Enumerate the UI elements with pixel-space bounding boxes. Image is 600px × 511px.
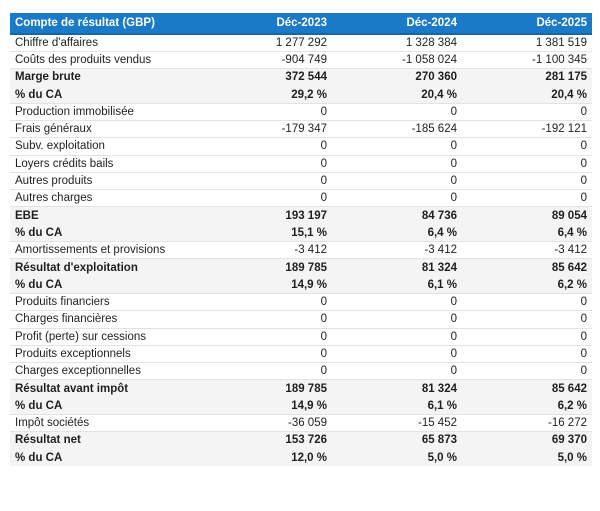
row-value-dec-2025: 0: [462, 345, 592, 362]
row-label: Frais généraux: [10, 120, 202, 137]
row-value-dec-2023: 189 785: [202, 259, 332, 276]
row-value-dec-2024: 0: [332, 293, 462, 310]
row-label: EBE: [10, 207, 202, 224]
row-value-dec-2025: 69 370: [462, 432, 592, 449]
row-value-dec-2024: 0: [332, 138, 462, 155]
row-label: % du CA: [10, 86, 202, 103]
table-row: [10, 103, 592, 120]
table-title-header: Compte de résultat (GBP): [10, 13, 202, 34]
row-value-dec-2024: 6,4 %: [332, 224, 462, 241]
row-value-dec-2023: 0: [202, 172, 332, 189]
table-row: [10, 207, 592, 224]
row-value-dec-2023: -3 412: [202, 242, 332, 259]
row-value-dec-2023: -904 749: [202, 51, 332, 68]
row-value-dec-2023: 0: [202, 190, 332, 207]
row-label: Subv. exploitation: [10, 138, 202, 155]
table-row: [10, 51, 592, 68]
row-value-dec-2023: 0: [202, 103, 332, 120]
table-header-row: [10, 13, 592, 34]
row-label: % du CA: [10, 449, 202, 466]
row-value-dec-2024: 5,0 %: [332, 449, 462, 466]
row-value-dec-2024: 0: [332, 190, 462, 207]
row-label: Profit (perte) sur cessions: [10, 328, 202, 345]
row-label: Autres charges: [10, 190, 202, 207]
row-value-dec-2025: 0: [462, 363, 592, 380]
row-value-dec-2024: 20,4 %: [332, 86, 462, 103]
row-value-dec-2024: -3 412: [332, 242, 462, 259]
table-row: [10, 138, 592, 155]
table-row: [10, 449, 592, 466]
table-row: [10, 328, 592, 345]
row-value-dec-2023: 14,9 %: [202, 397, 332, 414]
row-value-dec-2025: 5,0 %: [462, 449, 592, 466]
table-row: [10, 432, 592, 449]
row-value-dec-2025: 20,4 %: [462, 86, 592, 103]
row-value-dec-2023: 29,2 %: [202, 86, 332, 103]
row-value-dec-2024: 0: [332, 103, 462, 120]
row-value-dec-2023: 193 197: [202, 207, 332, 224]
row-value-dec-2024: 6,1 %: [332, 276, 462, 293]
row-value-dec-2023: -179 347: [202, 120, 332, 137]
row-value-dec-2025: -3 412: [462, 242, 592, 259]
row-value-dec-2023: -36 059: [202, 415, 332, 432]
row-label: Impôt sociétés: [10, 415, 202, 432]
table-row: [10, 397, 592, 414]
row-value-dec-2024: 270 360: [332, 69, 462, 86]
table-row: [10, 380, 592, 397]
row-value-dec-2025: 1 381 519: [535, 36, 587, 49]
row-value-dec-2024: 65 873: [332, 432, 462, 449]
row-label: Chiffre d'affaires: [15, 36, 98, 49]
row-label: Amortissements et provisions: [10, 242, 202, 259]
row-value-dec-2024: 6,1 %: [332, 397, 462, 414]
row-label: Charges exceptionnelles: [10, 363, 202, 380]
row-value-dec-2024: -15 452: [332, 415, 462, 432]
row-value-dec-2023: 0: [202, 155, 332, 172]
table-row: [10, 172, 592, 189]
row-value-dec-2023: 372 544: [202, 69, 332, 86]
row-value-dec-2024: 0: [332, 363, 462, 380]
row-value-dec-2023: 0: [202, 363, 332, 380]
row-value-dec-2025: 0: [462, 311, 592, 328]
row-label: % du CA: [10, 397, 202, 414]
table-row: [10, 86, 592, 103]
table-row: [10, 224, 592, 241]
column-header-dec-2024: Déc-2024: [332, 13, 462, 34]
row-value-dec-2025: 0: [462, 155, 592, 172]
row-value-dec-2025: 85 642: [462, 259, 592, 276]
row-value-dec-2024: 84 736: [332, 207, 462, 224]
row-value-dec-2023: 0: [202, 311, 332, 328]
row-value-dec-2025: 0: [462, 328, 592, 345]
row-value-dec-2024: 0: [332, 345, 462, 362]
table-row: [10, 363, 592, 380]
row-value-dec-2023: 0: [202, 328, 332, 345]
row-value-dec-2025: 6,2 %: [462, 397, 592, 414]
row-value-dec-2025: 89 054: [462, 207, 592, 224]
column-header-dec-2023: Déc-2023: [202, 13, 332, 34]
table-row: [10, 155, 592, 172]
row-value-dec-2025: -1 100 345: [462, 51, 592, 68]
row-value-dec-2024: -1 058 024: [332, 51, 462, 68]
row-label: Autres produits: [10, 172, 202, 189]
column-header-dec-2025: Déc-2025: [462, 13, 592, 34]
row-value-dec-2024: 0: [332, 155, 462, 172]
row-value-dec-2025: 6,2 %: [462, 276, 592, 293]
row-value-dec-2024: 0: [332, 311, 462, 328]
row-label: Production immobilisée: [10, 103, 202, 120]
income-statement-report: [10, 13, 592, 466]
table-row: [10, 34, 592, 51]
row-value-dec-2025: 85 642: [462, 380, 592, 397]
table-row: [10, 276, 592, 293]
row-label: Résultat avant impôt: [10, 380, 202, 397]
row-value-dec-2024: 81 324: [332, 259, 462, 276]
row-value-dec-2025: -192 121: [462, 120, 592, 137]
row-value-dec-2024: -185 624: [332, 120, 462, 137]
row-value-dec-2024: 0: [332, 328, 462, 345]
row-label: Résultat net: [10, 432, 202, 449]
row-value-dec-2025: 6,4 %: [462, 224, 592, 241]
table-row: [10, 120, 592, 137]
row-label: Résultat d'exploitation: [10, 259, 202, 276]
row-value-dec-2025: 0: [462, 293, 592, 310]
row-value-dec-2023: 0: [202, 138, 332, 155]
table-row: [10, 242, 592, 259]
row-value-dec-2025: 0: [462, 138, 592, 155]
row-label: Produits financiers: [10, 293, 202, 310]
income-statement-table: [10, 13, 592, 466]
row-value-dec-2023: 12,0 %: [202, 449, 332, 466]
row-value-dec-2023: 0: [202, 293, 332, 310]
row-value-dec-2023: 1 277 292: [275, 36, 327, 49]
row-value-dec-2025: 0: [462, 190, 592, 207]
row-value-dec-2023: 153 726: [202, 432, 332, 449]
row-label: Coûts des produits vendus: [10, 51, 202, 68]
row-label: Loyers crédits bails: [10, 155, 202, 172]
row-value-dec-2023: 14,9 %: [202, 276, 332, 293]
row-value-dec-2025: -16 272: [462, 415, 592, 432]
table-row: [10, 293, 592, 310]
table-row: [10, 345, 592, 362]
table-row: [10, 190, 592, 207]
row-label: % du CA: [10, 276, 202, 293]
row-value-dec-2023: 189 785: [202, 380, 332, 397]
row-label: Marge brute: [10, 69, 202, 86]
row-value-dec-2024: 1 328 384: [405, 36, 457, 49]
row-value-dec-2024: 81 324: [332, 380, 462, 397]
row-value-dec-2025: 0: [462, 103, 592, 120]
row-value-dec-2025: 0: [462, 172, 592, 189]
table-row: [10, 415, 592, 432]
table-row: [10, 259, 592, 276]
row-value-dec-2023: 0: [202, 345, 332, 362]
row-label: Charges financières: [10, 311, 202, 328]
row-value-dec-2025: 281 175: [462, 69, 592, 86]
row-label: % du CA: [10, 224, 202, 241]
table-row: [10, 69, 592, 86]
row-label: Produits exceptionnels: [10, 345, 202, 362]
table-row: [10, 311, 592, 328]
row-value-dec-2023: 15,1 %: [202, 224, 332, 241]
row-value-dec-2024: 0: [332, 172, 462, 189]
